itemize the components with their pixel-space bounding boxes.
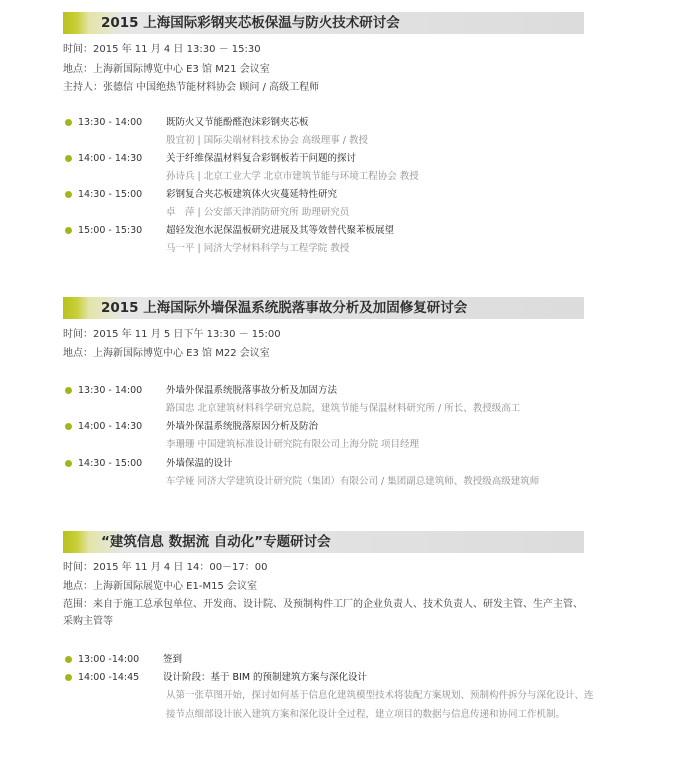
session-speaker: 马一平 | 同济大学材料科学与工程学院 教授	[166, 243, 350, 254]
bullet-icon	[65, 460, 72, 467]
session-speaker: 车学娅 同济大学建筑设计研究院（集团）有限公司 / 集团副总建筑师、教授级高级建筑师	[166, 476, 540, 487]
session-time: 14:00 -14:45	[78, 672, 140, 683]
section-1-time: 时间：2015 年 11 月 4 日 13:30 － 15:30	[63, 44, 261, 55]
session-time: 14:30 - 15:00	[78, 189, 143, 200]
session-description: 从第一张草图开始，探讨如何基于信息化建筑模型技术将装配方案规划、预制构件拆分与深化设计、连接节点细部设计嵌入建筑方案和深化设计全过程，建立项目的数据与信息传递和协同工作机制。	[166, 690, 594, 720]
session-speaker: 路国忠 北京建筑材料科学研究总院，建筑节能与保温材料研究所 / 所长、教授级高工	[166, 403, 521, 414]
session-topic: 关于纤维保温材料复合彩钢板若干问题的探讨	[166, 153, 357, 164]
session-time: 13:00 -14:00	[78, 654, 140, 665]
session-topic: 既防火又节能酚醛泡沫彩钢夹芯板	[166, 117, 309, 128]
section-1-host: 主持人：张德信 中国绝热节能材料协会 顾问 / 高级工程师	[63, 82, 320, 93]
section-1-place: 地点：上海新国际博览中心 E3 馆 M21 会议室	[63, 64, 270, 75]
section-2-title: 2015 上海国际外墙保温系统脱落事故分析及加固修复研讨会	[101, 300, 468, 316]
bullet-icon	[65, 155, 72, 162]
bullet-icon	[65, 656, 72, 663]
section-2-header	[63, 297, 584, 319]
session-topic: 彩钢复合夹芯板建筑体火灾蔓延特性研究	[166, 189, 338, 200]
session-topic: 签到	[163, 654, 183, 665]
section-1-title: 2015 上海国际彩钢夹芯板保温与防火技术研讨会	[101, 15, 400, 31]
session-time: 15:00 - 15:30	[78, 225, 143, 236]
session-speaker: 殷宜初 | 国际尖端材料技术协会 高级理事 / 教授	[166, 135, 369, 146]
section-3-title: “建筑信息 数据流 自动化”专题研讨会	[101, 534, 331, 550]
bullet-icon	[65, 423, 72, 430]
section-3-scope-cont: 采购主管等	[63, 616, 113, 627]
section-1-header	[63, 12, 584, 34]
section-3-time: 时间：2015 年 11 月 4 日 14：00－17：00	[63, 562, 268, 573]
session-topic: 超轻发泡水泥保温板研究进展及其等效替代聚苯板展望	[166, 225, 395, 236]
session-topic: 外墙外保温系统脱落事故分析及加固方法	[166, 385, 338, 396]
bullet-icon	[65, 674, 72, 681]
session-topic: 外墙保温的设计	[166, 458, 233, 469]
session-speaker: 李珊珊 中国建筑标准设计研究院有限公司上海分院 项目经理	[166, 439, 420, 450]
session-speaker: 孙诗兵 | 北京工业大学 北京市建筑节能与环境工程协会 教授	[166, 171, 419, 182]
bullet-icon	[65, 191, 72, 198]
session-time: 14:00 - 14:30	[78, 153, 143, 164]
session-time: 13:30 - 14:00	[78, 117, 143, 128]
bullet-icon	[65, 387, 72, 394]
session-speaker: 卓 萍 | 公安部天津消防研究所 助理研究员	[166, 207, 350, 218]
session-time: 14:00 - 14:30	[78, 421, 143, 432]
section-3-scope: 范围：来自于施工总承包单位、开发商、设计院、及预制构件工厂的企业负责人、技术负责人、研发主管、生产主管、	[63, 599, 583, 610]
bullet-icon	[65, 227, 72, 234]
section-2-place: 地点：上海新国际博览中心 E3 馆 M22 会议室	[63, 348, 270, 359]
session-topic: 设计阶段：基于 BIM 的预制建筑方案与深化设计	[163, 672, 368, 683]
section-3-place: 地点：上海新国际展览中心 E1-M15 会议室	[63, 581, 257, 592]
bullet-icon	[65, 119, 72, 126]
section-3-header	[63, 531, 584, 553]
session-topic: 外墙外保温系统脱落原因分析及防治	[166, 421, 319, 432]
session-time: 13:30 - 14:00	[78, 385, 143, 396]
section-2-time: 时间：2015 年 11 月 5 日下午 13:30 － 15:00	[63, 329, 281, 340]
session-time: 14:30 - 15:00	[78, 458, 143, 469]
